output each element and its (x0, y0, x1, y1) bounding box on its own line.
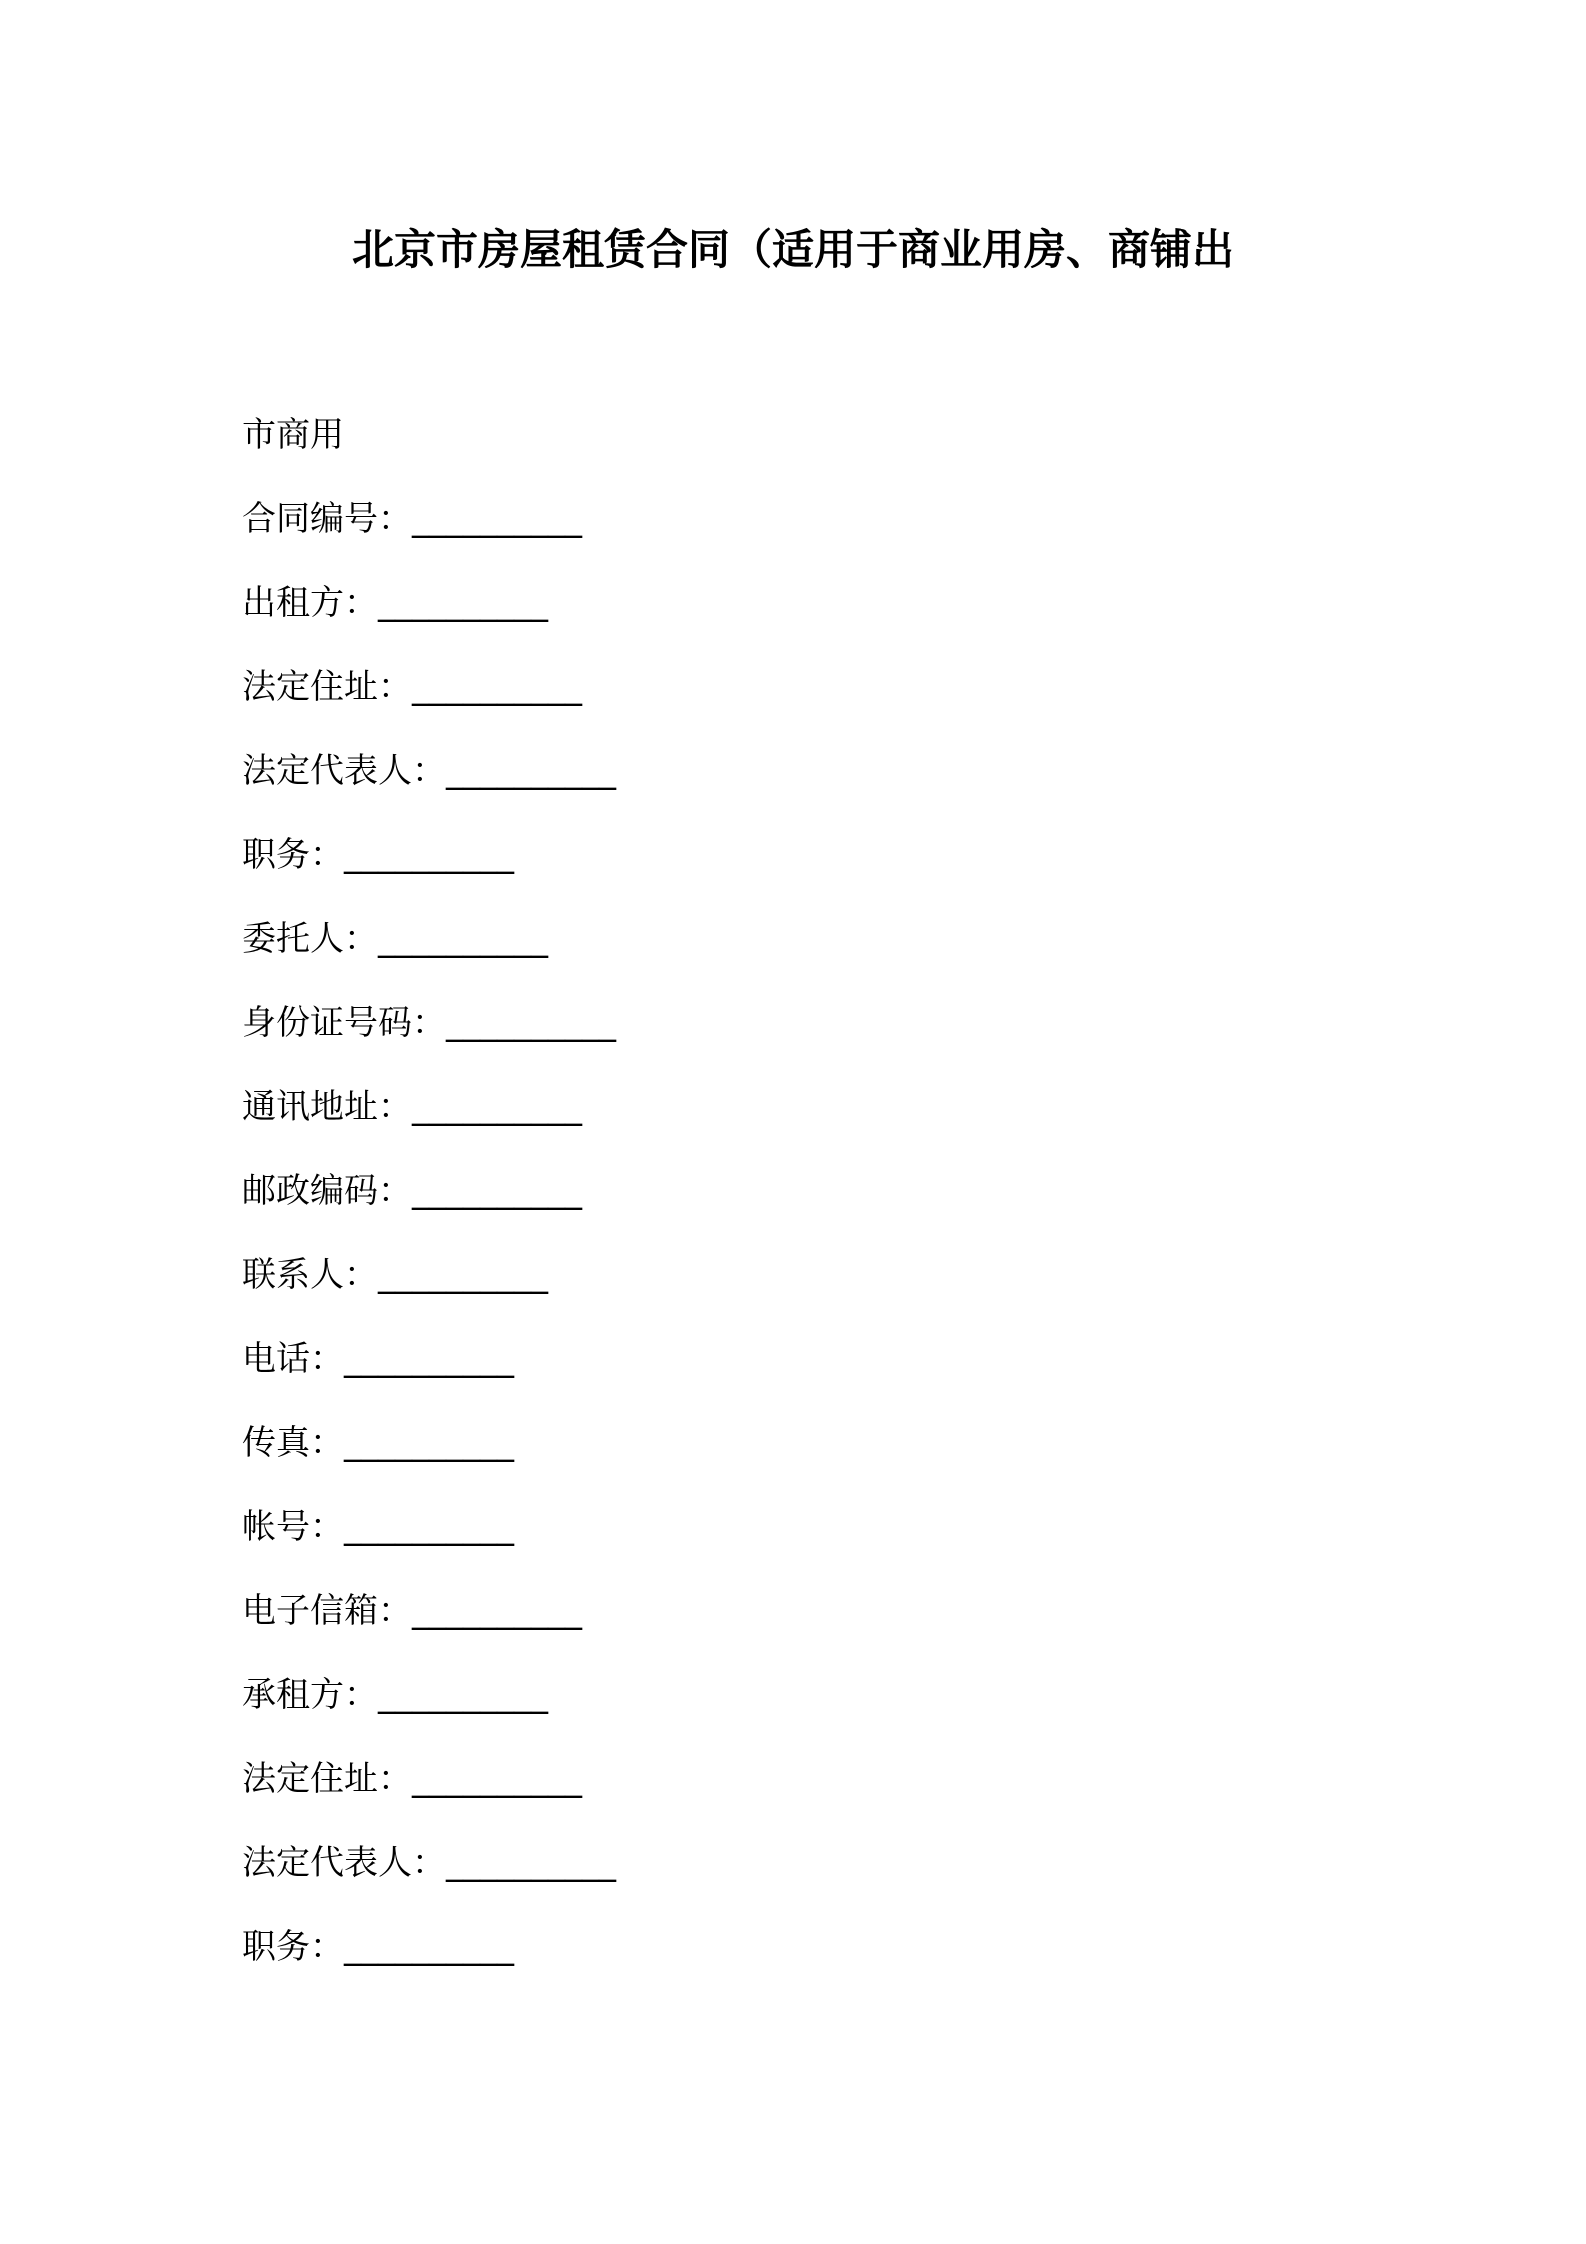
field-label: 法定住址： (242, 1759, 412, 1799)
field-label: 电话： (242, 1339, 344, 1379)
field-blank-line: __________ (378, 1255, 548, 1295)
field-lessee-legal-rep (242, 1840, 616, 1924)
document-title: 北京市房屋租赁合同（适用于商业用房、商铺出 (351, 225, 1234, 274)
field-blank-line: __________ (344, 1507, 514, 1547)
field-label: 法定代表人： (242, 751, 446, 791)
field-email (242, 1588, 616, 1672)
field-label: 帐号： (242, 1507, 344, 1547)
field-blank-line: __________ (446, 1003, 616, 1043)
field-label: 法定代表人： (242, 1843, 446, 1883)
field-label: 邮政编码： (242, 1171, 412, 1211)
field-blank-line: __________ (344, 1339, 514, 1379)
field-blank-line: __________ (446, 1843, 616, 1883)
field-blank-line: __________ (344, 835, 514, 875)
field-label: 法定住址： (242, 667, 412, 707)
field-blank-line: __________ (378, 919, 548, 959)
field-blank-line: __________ (344, 1423, 514, 1463)
field-lessee-position (242, 1924, 616, 2008)
field-mailing-address (242, 1084, 616, 1168)
field-contract-number (242, 496, 616, 580)
field-blank-line: __________ (412, 1591, 582, 1631)
field-blank-line: __________ (412, 1087, 582, 1127)
field-label: 委托人： (242, 919, 378, 959)
field-fax (242, 1420, 616, 1504)
field-blank-line: __________ (378, 583, 548, 623)
field-blank-line: __________ (412, 1759, 582, 1799)
field-label: 通讯地址： (242, 1087, 412, 1127)
field-label: 传真： (242, 1423, 344, 1463)
field-contact-person (242, 1252, 616, 1336)
field-phone (242, 1336, 616, 1420)
field-blank-line: __________ (378, 1675, 548, 1715)
document-subtitle: 市商用 (242, 415, 344, 455)
field-blank-line: __________ (344, 1927, 514, 1967)
field-label: 电子信箱： (242, 1591, 412, 1631)
field-lessor-address (242, 664, 616, 748)
field-label: 身份证号码： (242, 1003, 446, 1043)
field-lessor-position (242, 832, 616, 916)
field-lessor (242, 580, 616, 664)
contract-fields-list (242, 496, 616, 2008)
field-label: 合同编号： (242, 499, 412, 539)
field-label: 承租方： (242, 1675, 378, 1715)
field-id-number (242, 1000, 616, 1084)
field-lessee (242, 1672, 616, 1756)
field-blank-line: __________ (412, 667, 582, 707)
field-label: 职务： (242, 835, 344, 875)
field-blank-line: __________ (446, 751, 616, 791)
field-label: 联系人： (242, 1255, 378, 1295)
field-blank-line: __________ (412, 1171, 582, 1211)
field-agent (242, 916, 616, 1000)
field-label: 出租方： (242, 583, 378, 623)
field-lessee-address (242, 1756, 616, 1840)
field-blank-line: __________ (412, 499, 582, 539)
field-account-number (242, 1504, 616, 1588)
field-label: 职务： (242, 1927, 344, 1967)
field-postal-code (242, 1168, 616, 1252)
field-lessor-legal-rep (242, 748, 616, 832)
